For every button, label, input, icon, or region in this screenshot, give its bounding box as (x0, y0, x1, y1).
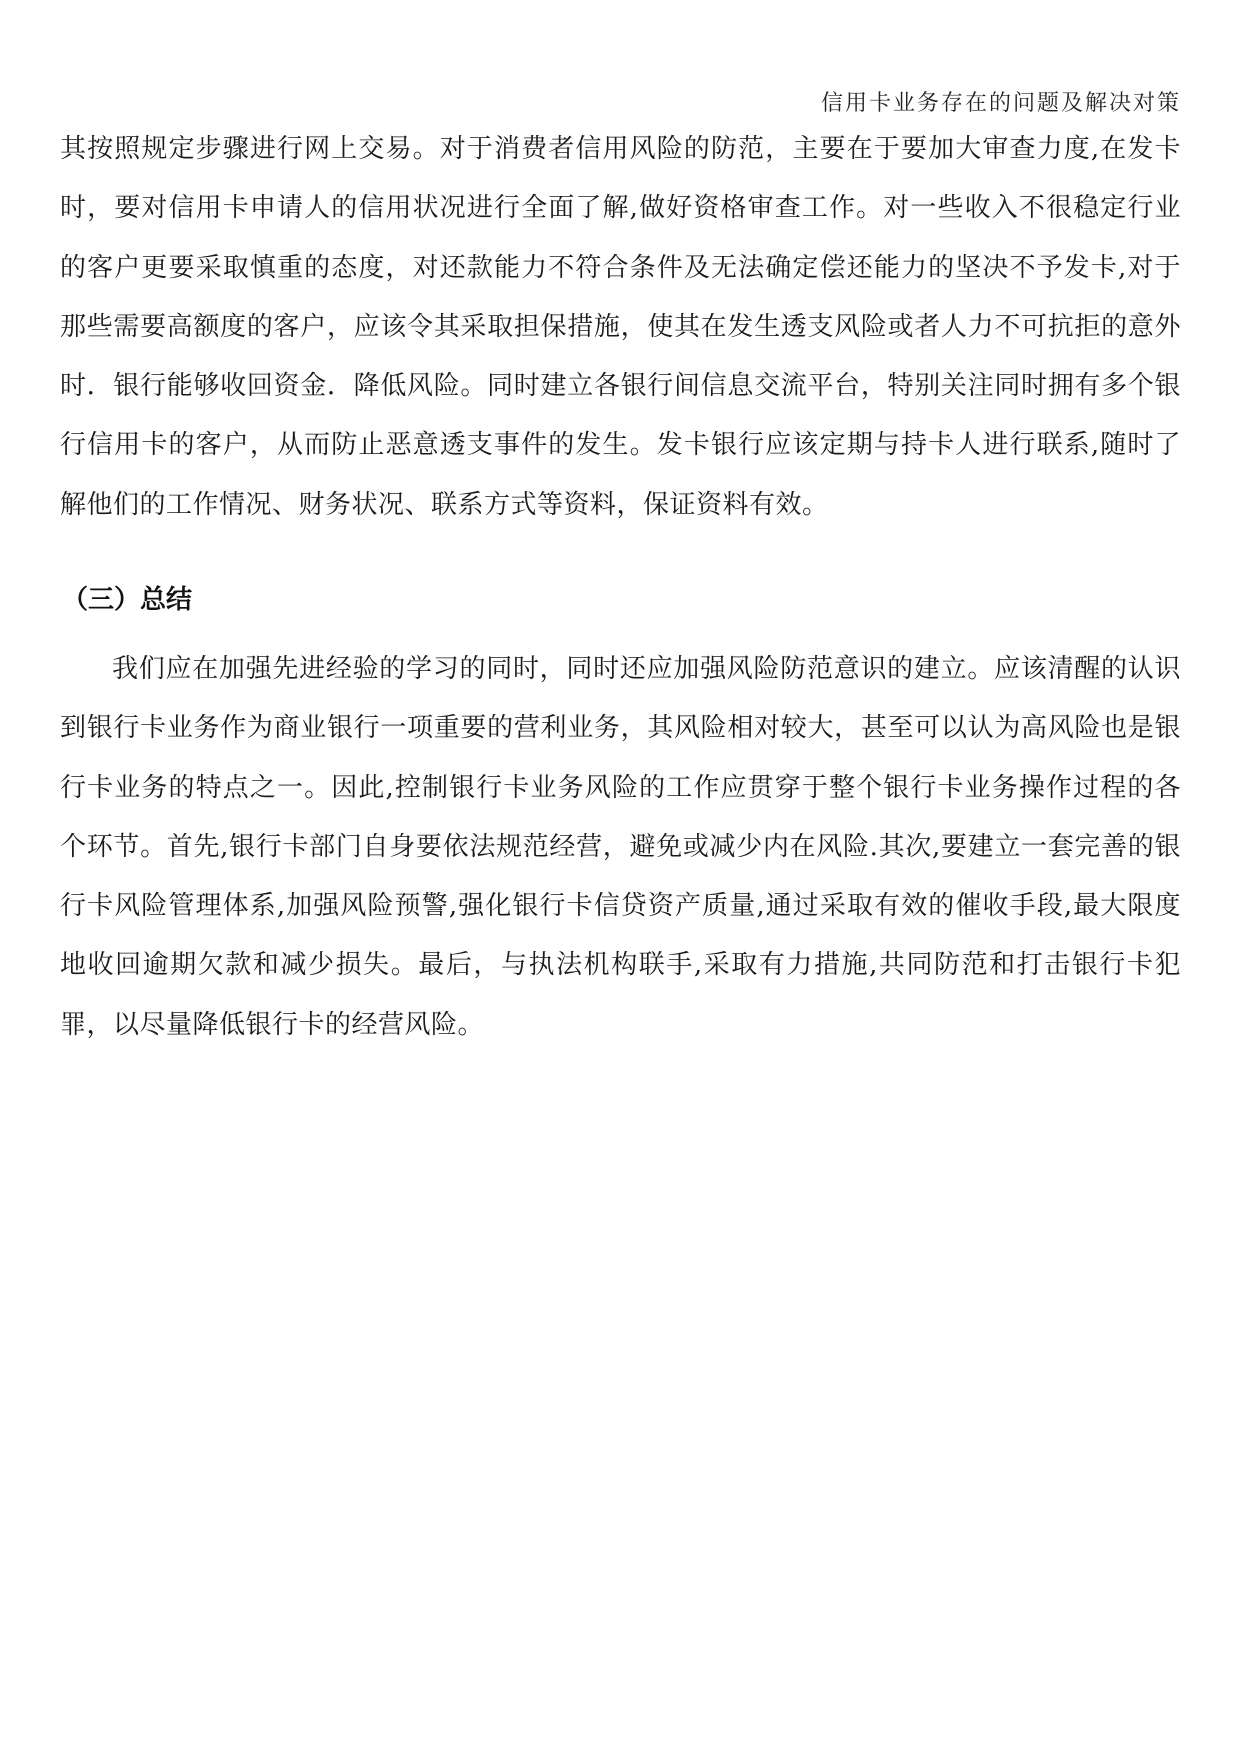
paragraph-credit-risk-prevention: 其按照规定步骤进行网上交易。对于消费者信用风险的防范，主要在于要加大审查力度,在发卡时，要对信用卡申请人的信用状况进行全面了解,做好资格审查工作。对一些收入不很稳定行业的客户更要采取慎重的态度，对还款能力不符合条件及无法确定偿还能力的坚决不予发卡,对于那些需要高额度的客户，应该令其采取担保措施，使其在发生透支风险或者人力不可抗拒的意外时．银行能够收回资金．降低风险。同时建立各银行间信息交流平台，特别关注同时拥有多个银行信用卡的客户，从而防止恶意透支事件的发生。发卡银行应该定期与持卡人进行联系,随时了解他们的工作情况、财务状况、联系方式等资料，保证资料有效。 (60, 134, 1181, 520)
section-heading-summary: （三）总结 (62, 585, 193, 615)
paragraph-summary: 我们应在加强先进经验的学习的同时，同时还应加强风险防范意识的建立。应该清醒的认识到银行卡业务作为商业银行一项重要的营利业务，其风险相对较大，甚至可以认为高风险也是银行卡业务的特点之一。因此,控制银行卡业务风险的工作应贯穿于整个银行卡业务操作过程的各个环节。首先,银行卡部门自身要依法规范经营，避免或减少内在风险.其次,要建立一套完善的银行卡风险管理体系,加强风险预警,强化银行卡信贷资产质量,通过采取有效的催收手段,最大限度地收回逾期欠款和减少损失。最后，与执法机构联手,采取有力措施,共同防范和打击银行卡犯罪，以尽量降低银行卡的经营风险。 (60, 654, 1181, 1040)
running-header: 信用卡业务存在的问题及解决对策 (820, 91, 1181, 116)
